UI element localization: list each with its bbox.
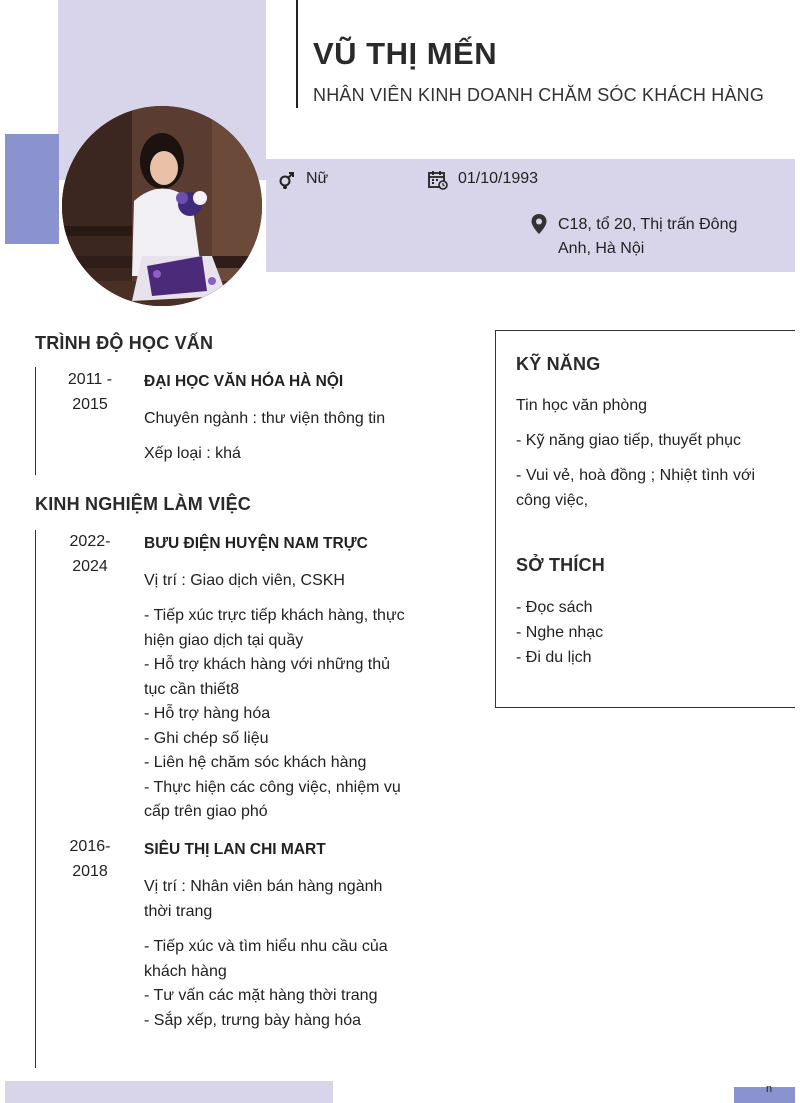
decor-block-left [5,134,59,244]
hobbies-title: SỞ THÍCH [516,555,605,575]
avatar-photo [62,106,262,306]
education-year: 2011 - 2015 [67,371,113,413]
avatar [62,106,262,306]
experience-position: Vị trí : Giao dịch viên, CSKH [144,572,345,589]
experience-year: 2022- 2024 [69,533,111,575]
gender-icon [278,170,296,190]
experience-position: Vị trí : Nhân viên bán hàng ngành thời trang [144,878,383,920]
address-field [530,213,760,261]
gender-value: Nữ [306,170,329,187]
duty-item: - Tư vấn các mặt hàng thời trang [144,987,378,1004]
experience-title: KINH NGHIỆM LÀM VIỆC [35,494,252,514]
address-value: C18, tổ 20, Thị trấn Đông Anh, Hà Nội [558,216,738,257]
duty-item: - Liên hệ chăm sóc khách hàng [144,754,367,771]
dob-value: 01/10/1993 [458,170,539,187]
duty-item: - Sắp xếp, trưng bày hàng hóa [144,1011,362,1029]
duty-item: - Hỗ trợ khách hàng với những thủ tục cần thiết8 [144,656,391,698]
duty-item: - Tiếp xúc trực tiếp khách hàng, thực hiện giao dịch tại quầy [144,607,405,649]
education-major: Chuyên ngành : thư viện thông tin [144,410,386,427]
hobby-item: - Nghe nhạc [516,624,604,641]
hobbies-list [516,595,603,670]
experience-timeline-line [35,530,36,1068]
corner-text: n [766,1083,773,1095]
dob-field [428,170,538,190]
education-school: ĐẠI HỌC VĂN HÓA HÀ NỘI [144,373,344,390]
experience-duties [144,604,412,825]
decor-block-bottom-right [734,1087,795,1103]
duty-item: - Tiếp xúc và tìm hiểu nhu cầu của khách hàng [144,938,388,980]
gender-field [278,170,328,190]
education-grade: Xếp loại : khá [144,445,241,462]
skill-item: - Kỹ năng giao tiếp, thuyết phục [516,432,742,449]
location-pin-icon [530,213,548,235]
education-title: TRÌNH ĐỘ HỌC VẤN [35,333,214,353]
skills-title: KỸ NĂNG [516,354,601,374]
experience-duties [144,935,412,1033]
decor-block-bottom [5,1081,333,1103]
duty-item: - Ghi chép số liệu [144,729,269,747]
skills-list [516,393,755,513]
duty-item: - Thực hiện các công việc, nhiệm vụ cấp trên giao phó [144,778,401,820]
job-title: NHÂN VIÊN KINH DOANH CHĂM SÓC KHÁCH HÀNG [313,85,765,105]
experience-company: BƯU ĐIỆN HUYỆN NAM TRỰC [144,535,368,552]
duty-item: - Hỗ trợ hàng hóa [144,705,271,722]
experience-company: SIÊU THỊ LAN CHI MART [144,841,326,858]
hobby-item: - Đọc sách [516,599,593,616]
title-divider [296,0,298,108]
hobby-item: - Đi du lịch [516,649,592,666]
skill-item: Tin học văn phòng [516,397,648,414]
experience-year: 2016- 2018 [69,838,111,880]
education-timeline-line [35,367,36,475]
skill-item: - Vui vẻ, hoà đồng ; Nhiệt tình với công việc, [516,467,755,509]
calendar-icon [428,170,448,190]
full-name: VŨ THỊ MẾN [313,36,498,71]
